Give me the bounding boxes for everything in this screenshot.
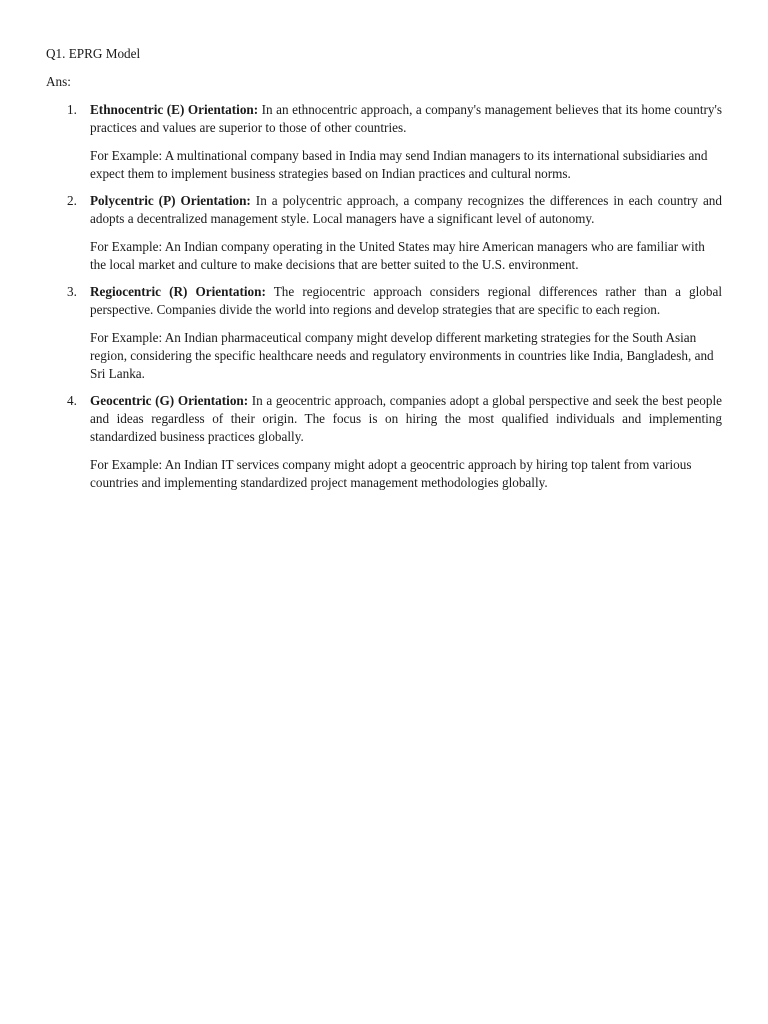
item-term: Polycentric (P) Orientation: [90,193,251,208]
item-definition [90,392,722,446]
item-example: For Example: An Indian pharmaceutical company might develop different marketing strategies for the South Asian region, considering the specific healthcare needs and regulatory environments in countries like India, Bangladesh, and Sri Lanka. [90,330,714,381]
item-definition [90,192,722,228]
item-example: For Example: An Indian company operating in the United States may hire American managers who are familiar with the local market and culture to make decisions that are better suited to the U.S. environment. [90,239,705,272]
item-definition-text: In a polycentric approach, a company recognizes the differences in each country and adopts a decentralized management style. Local managers have a significant level of autonomy. [90,193,722,226]
item-definition [90,101,722,137]
answer-list [46,101,722,501]
item-term: Ethnocentric (E) Orientation: [90,102,259,117]
item-example: For Example: An Indian IT services company might adopt a geocentric approach by hiring top talent from various countries and implementing standardized project management methodologies globally. [90,457,692,490]
answer-label: Ans: [46,74,71,89]
list-item-regiocentric [46,283,722,383]
item-definition-text: The regiocentric approach considers regional differences rather than a global perspective. Companies divide the world into regions and develop strategies that are specific to each region. [90,284,722,317]
item-example: For Example: A multinational company based in India may send Indian managers to its international subsidiaries and expect them to implement business strategies based on Indian practices and cultural norms. [90,148,708,181]
list-item-polycentric [46,192,722,274]
item-definition-text: In a geocentric approach, companies adopt a global perspective and seek the best people and ideas regardless of their origin. The focus is on hiring the most qualified individuals and implementing standardized business practices globally. [90,393,722,444]
item-number: 2. [67,193,77,208]
list-item-geocentric [46,392,722,492]
list-item-ethnocentric [46,101,722,183]
question-heading: Q1. EPRG Model [46,46,141,61]
item-number: 4. [67,393,77,408]
item-definition [90,283,722,319]
item-number: 3. [67,284,77,299]
item-term: Geocentric (G) Orientation: [90,393,249,408]
item-number: 1. [67,102,77,117]
item-definition-text: In an ethnocentric approach, a company's management believes that its home country's practices and values are superior to those of other countries. [90,102,722,135]
item-term: Regiocentric (R) Orientation: [90,284,266,299]
